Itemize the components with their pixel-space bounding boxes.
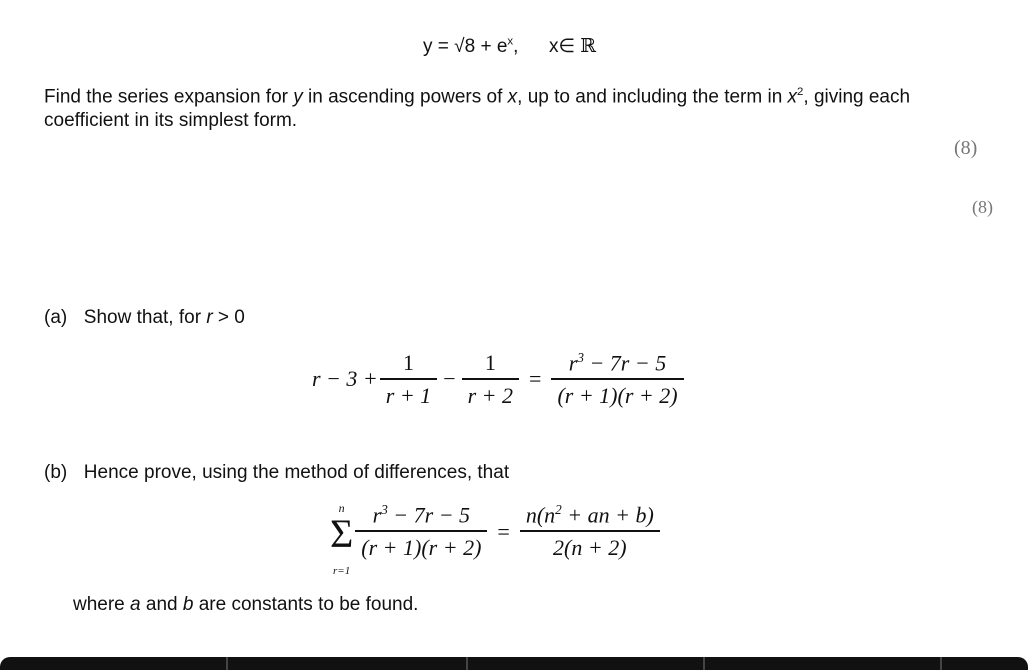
equals-sign: =	[497, 518, 510, 544]
result-fraction: $\frac{n(n^2 + an + b)}{2(n + 2)}$	[520, 502, 660, 561]
sum-lower-limit: r=1	[333, 565, 351, 577]
exponent-x: x	[507, 35, 514, 48]
question-line-2: coefficient in its simplest form.	[44, 110, 298, 132]
real-numbers-symbol: ℝ	[580, 35, 597, 57]
marks-first: (8)	[954, 137, 978, 159]
question-line-1: Find the series expansion for y in ascending powers of x, up to and including the term in $x^2$, giving each	[44, 86, 911, 108]
equals-sign: =	[529, 366, 542, 392]
part-a-heading: (a) Show that, for r > 0	[44, 307, 245, 328]
sum-fraction: $\frac{r^3 - 7r - 5}{(r + 1)(r + 2)}$	[355, 502, 487, 561]
bottom-bar	[0, 657, 1028, 670]
identity-lead: r − 3 +	[312, 366, 378, 392]
fraction-1: $\frac{1}{r + 1}$	[380, 350, 437, 408]
root-symbol: √	[454, 36, 465, 57]
question-text	[44, 80, 974, 133]
radicand: 8 + e	[464, 36, 508, 57]
element-of-symbol: ∈	[558, 36, 575, 57]
fraction-rhs: $\frac{r^3 - 7r - 5}{(r + 1)(r + 2)}$	[551, 350, 683, 409]
part-a-label: (a)	[44, 307, 68, 328]
part-b-label: (b)	[44, 462, 68, 483]
constants-note: where a and b are constants to be found.	[73, 594, 419, 615]
part-b-heading: (b) Hence prove, using the method of differences, that	[44, 462, 510, 483]
fraction-2: $\frac{1}{r + 2}$	[462, 350, 519, 408]
given-equation	[423, 35, 596, 58]
sigma-symbol: Σ	[330, 511, 354, 556]
part-a-identity	[312, 350, 684, 409]
marks-second: (8)	[972, 197, 993, 217]
part-b-sum-identity	[330, 502, 660, 577]
domain-var: x	[548, 36, 559, 57]
sigma-block	[330, 502, 353, 577]
separator: ,	[513, 36, 519, 57]
minus-sign: −	[443, 366, 456, 392]
sum-upper-limit: n	[338, 501, 345, 515]
equation-lhs: y =	[423, 36, 455, 57]
